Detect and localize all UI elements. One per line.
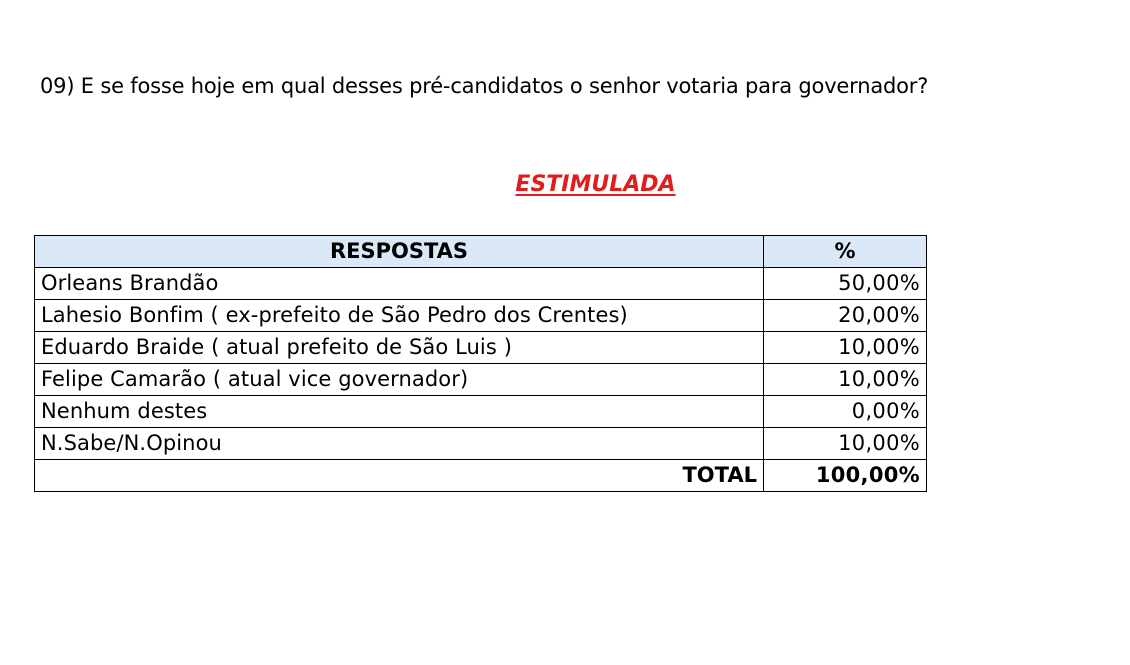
table-header-row xyxy=(35,236,927,268)
total-label: TOTAL xyxy=(35,460,764,492)
row-percent: 10,00% xyxy=(764,364,927,396)
table-row xyxy=(35,332,927,364)
row-response: Nenhum destes xyxy=(35,396,764,428)
table-row xyxy=(35,428,927,460)
table-row xyxy=(35,364,927,396)
row-percent: 20,00% xyxy=(764,300,927,332)
row-response: Felipe Camarão ( atual vice governador) xyxy=(35,364,764,396)
table-row xyxy=(35,300,927,332)
row-response: N.Sabe/N.Opinou xyxy=(35,428,764,460)
total-row xyxy=(35,460,927,492)
row-percent: 0,00% xyxy=(764,396,927,428)
results-table xyxy=(34,235,927,492)
row-percent: 10,00% xyxy=(764,428,927,460)
row-response: Eduardo Braide ( atual prefeito de São Luis ) xyxy=(35,332,764,364)
question-text: 09) E se fosse hoje em qual desses pré-candidatos o senhor votaria para governador? xyxy=(40,74,929,98)
header-percent: % xyxy=(764,236,927,268)
row-response: Lahesio Bonfim ( ex-prefeito de São Pedro dos Crentes) xyxy=(35,300,764,332)
row-percent: 50,00% xyxy=(764,268,927,300)
row-percent: 10,00% xyxy=(764,332,927,364)
header-responses: RESPOSTAS xyxy=(35,236,764,268)
table-row xyxy=(35,396,927,428)
row-response: Orleans Brandão xyxy=(35,268,764,300)
survey-type-heading: ESTIMULADA xyxy=(515,172,676,197)
total-percent: 100,00% xyxy=(764,460,927,492)
table-row xyxy=(35,268,927,300)
